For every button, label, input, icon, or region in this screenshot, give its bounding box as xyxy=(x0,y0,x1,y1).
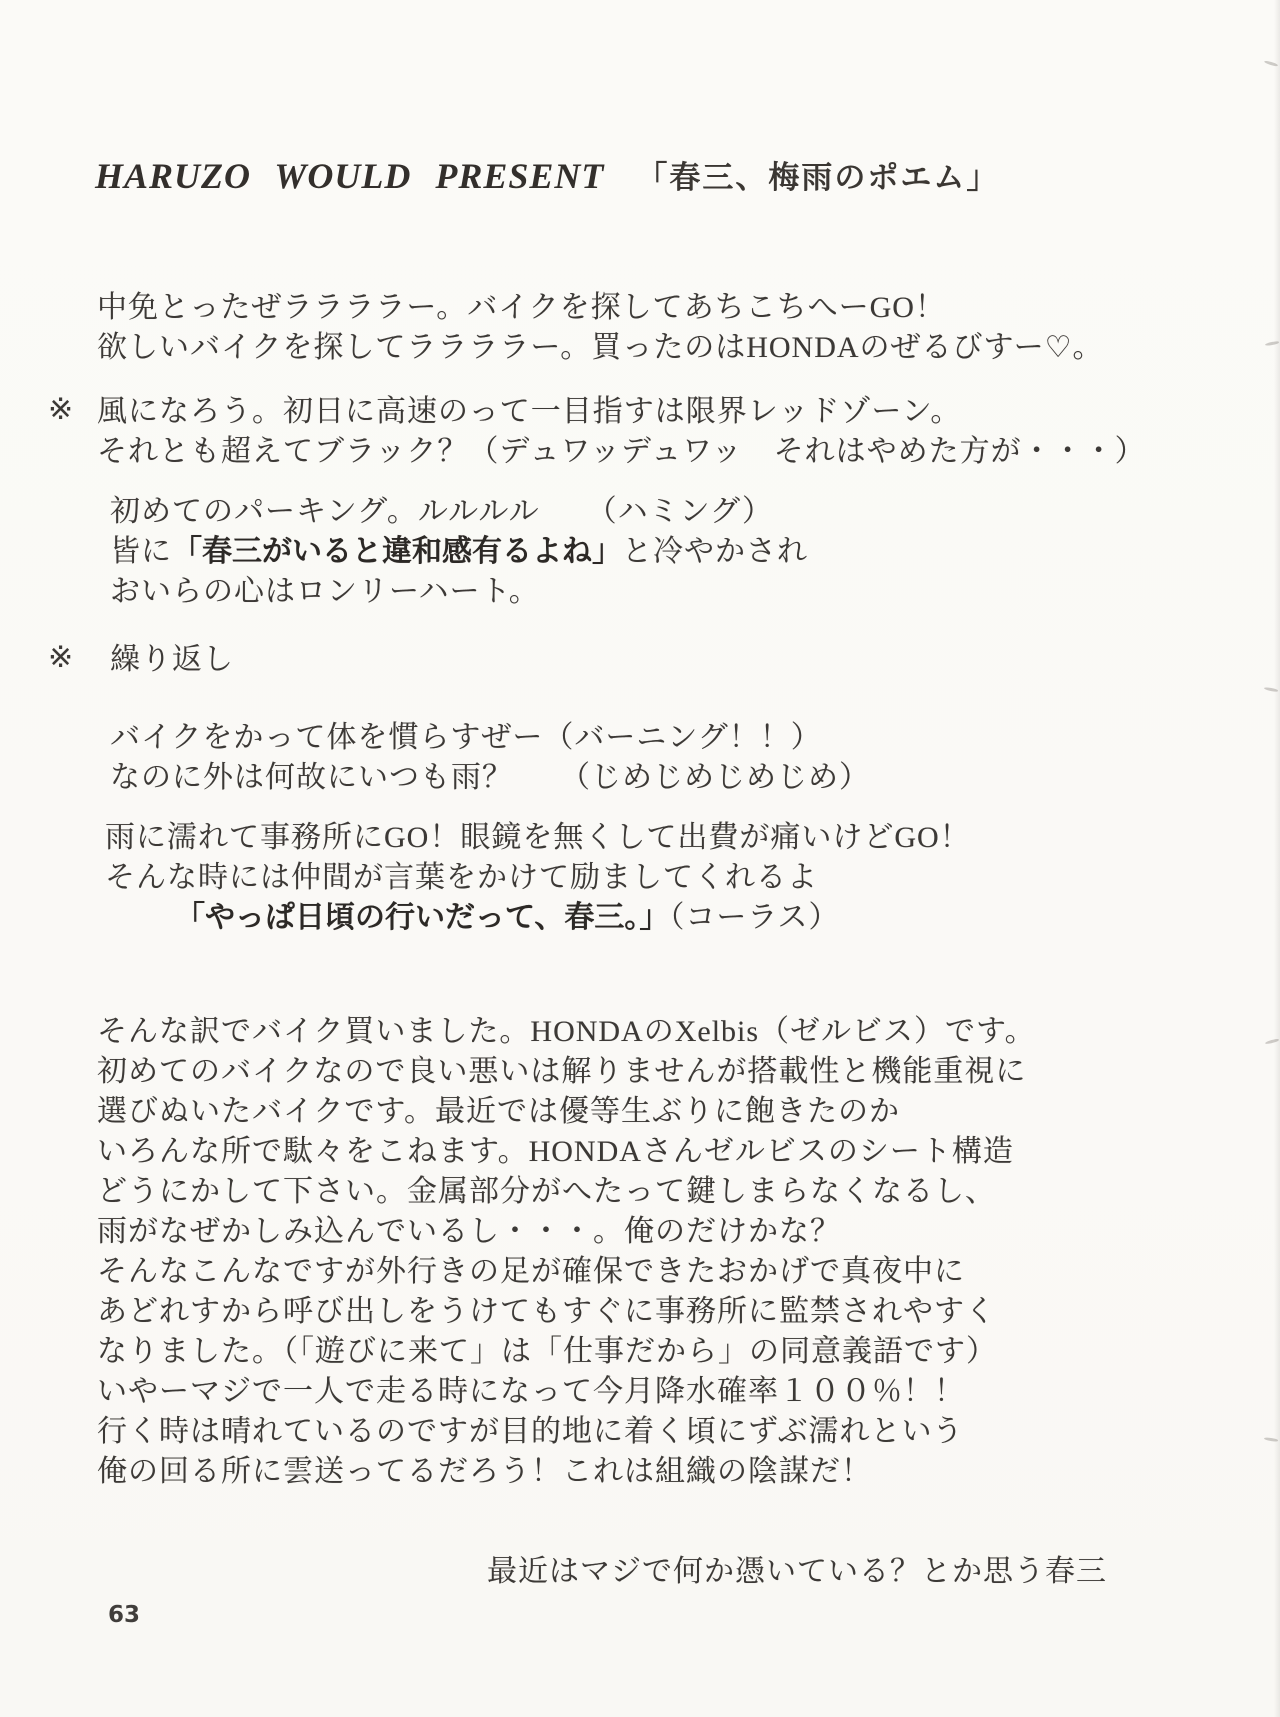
verse-2 xyxy=(97,392,1146,472)
title-japanese: 「春三、梅雨のポエム」 xyxy=(636,160,1000,196)
verse-5 xyxy=(105,818,971,938)
afterword-line: なりました。（「遊びに来て」は「仕事だから」の同意義語です） xyxy=(97,1335,997,1368)
repeat-marker-1: ※ xyxy=(48,393,74,426)
afterword-line: そんなこんなですが外行きの足が確保できたおかげで真夜中に xyxy=(97,1255,965,1288)
afterword-line: 雨がなぜかしみ込んでいるし・・・。俺のだけかな？ xyxy=(97,1215,841,1248)
verse-4 xyxy=(110,718,870,798)
scan-edge-shadow xyxy=(1274,0,1280,1717)
afterword-line: 行く時は晴れているのですが目的地に着く頃にずぶ濡れという xyxy=(97,1415,964,1448)
verse-3-line-2-post: と冷やかされ xyxy=(622,535,808,568)
verse-4-line-1: バイクをかって体を慣らすぜー（バーニング！！） xyxy=(110,721,822,754)
afterword-line: そんな訳でバイク買いました。HONDAのXelbis（ゼルビス）です。 xyxy=(97,1015,1036,1048)
verse-4-line-2: なのに外は何故にいつも雨？ （じめじめじめじめ） xyxy=(110,761,870,794)
verse-3-line-2-quote: 「春三がいると違和感有るよね」 xyxy=(172,534,622,569)
verse-1-line-1: 中免とったぜララララー。バイクを探してあちこちへーGO！ xyxy=(97,291,946,324)
verse-1 xyxy=(97,288,1104,368)
afterword-line: いろんな所で駄々をこねます。HONDAさんゼルビスのシート構造 xyxy=(97,1135,1014,1168)
verse-5-line-3 xyxy=(105,898,971,938)
verse-5-line-3-post: （コーラス） xyxy=(669,901,840,934)
verse-3-line-2-pre: 皆に xyxy=(110,535,172,568)
title-english: HARUZO WOULD PRESENT xyxy=(95,156,605,196)
afterword-paragraph xyxy=(97,1012,1036,1492)
verse-5-line-2: そんな時には仲間が言葉をかけて励ましてくれるよ xyxy=(105,861,818,894)
verse-3 xyxy=(110,492,808,612)
page-title xyxy=(95,152,999,197)
verse-5-line-1: 雨に濡れて事務所にGO！眼鏡を無くして出費が痛いけどGO！ xyxy=(105,821,971,854)
refrain-label: 繰り返し xyxy=(110,643,234,676)
verse-3-line-3: おいらの心はロンリーハート。 xyxy=(110,575,540,608)
verse-3-line-2 xyxy=(110,532,808,572)
afterword-line: いやーマジで一人で走る時になって今月降水確率１００％！！ xyxy=(97,1375,965,1408)
verse-1-line-2: 欲しいバイクを探してララララー。買ったのはHONDAのぜるびすー♡。 xyxy=(97,331,1104,364)
verse-5-line-3-quote: 「やっぱ日頃の行いだって、春三。」 xyxy=(175,900,670,935)
verse-2-line-1: 風になろう。初日に高速のって一目指すは限界レッドゾーン。 xyxy=(97,395,962,428)
verse-2-line-2: それとも超えてブラック？（デュワッデュワッ それはやめた方が・・・） xyxy=(97,435,1146,468)
afterword-line: 初めてのバイクなので良い悪いは解りませんが搭載性と機能重視に xyxy=(97,1055,1027,1088)
afterword-line: あどれすから呼び出しをうけてもすぐに事務所に監禁されやすく xyxy=(97,1295,996,1328)
page-number: 63 xyxy=(108,1602,141,1628)
repeat-marker-2: ※ xyxy=(48,641,74,674)
signoff-line: 最近はマジで何か憑いている？とか思う春三 xyxy=(487,1555,1107,1588)
afterword-line: どうにかして下さい。金属部分がへたって鍵しまらなくなるし、 xyxy=(97,1175,996,1208)
afterword-line: 俺の回る所に雲送ってるだろう！これは組織の陰謀だ！ xyxy=(97,1455,872,1488)
verse-3-line-1: 初めてのパーキング。ルルルル （ハミング） xyxy=(110,495,773,528)
afterword-line: 選びぬいたバイクです。最近では優等生ぶりに飽きたのか xyxy=(97,1095,900,1128)
